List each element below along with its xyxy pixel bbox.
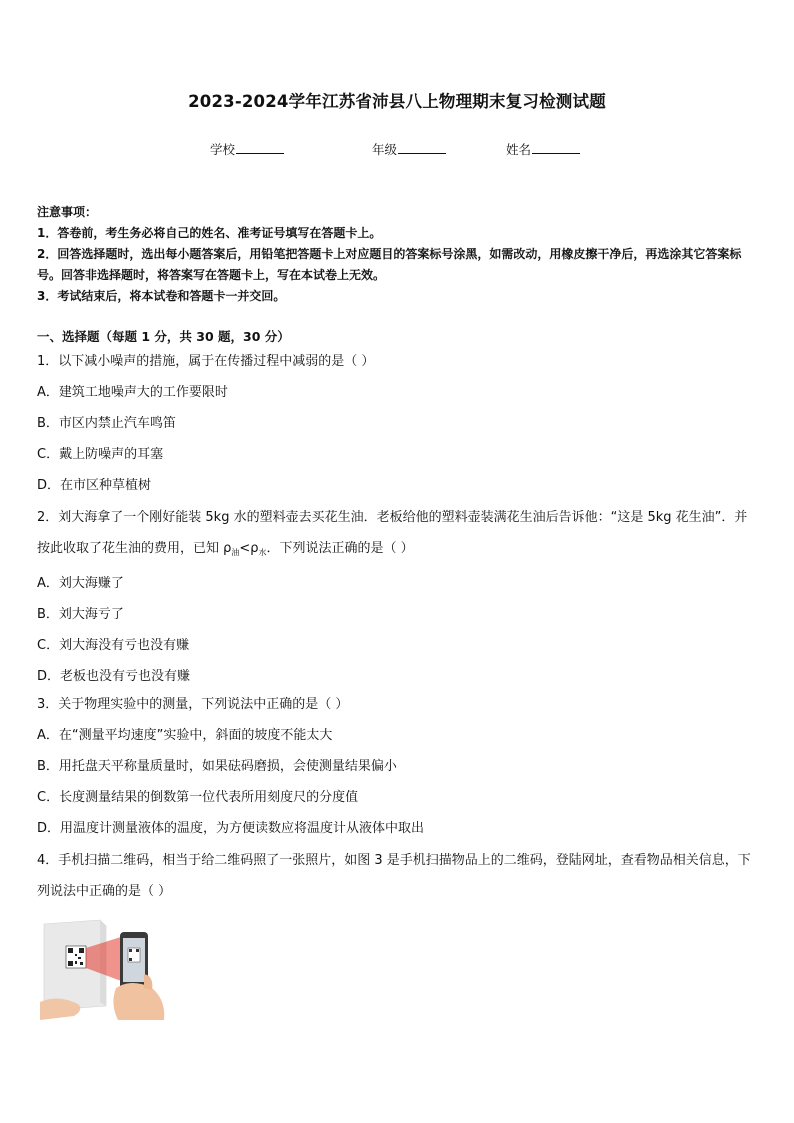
question-4 (37, 845, 759, 907)
name-label: 姓名 (506, 142, 532, 157)
notice-heading: 注意事项： (37, 205, 98, 219)
option: A．刘大海赚了 (37, 576, 124, 591)
notice-item: 3．考试结束后，将本试卷和答题卡一并交回。 (37, 289, 286, 303)
grade-field (372, 140, 446, 160)
notice-block (37, 202, 759, 307)
question-3 (37, 689, 759, 844)
option: B．市区内禁止汽车鸣笛 (37, 416, 176, 431)
section-heading: 一、选择题（每题 1 分，共 30 题，30 分） (37, 329, 290, 344)
page-title: 2023-2024学年江苏省沛县八上物理期末复习检测试题 (188, 92, 606, 111)
option: D．用温度计测量液体的温度，为方便读数应将温度计从液体中取出 (37, 821, 425, 836)
question-1 (37, 346, 759, 501)
grade-label: 年级 (372, 142, 398, 157)
school-field (210, 140, 284, 160)
notice-item: 1．答卷前，考生务必将自己的姓名、准考证号填写在答题卡上。 (37, 226, 382, 240)
question-stem: 1．以下减小噪声的措施，属于在传播过程中减弱的是（ ） (37, 354, 375, 369)
option: D．老板也没有亏也没有赚 (37, 669, 191, 684)
notice-item: 2．回答选择题时，选出每小题答案后，用铅笔把答题卡上对应题目的答案标号涂黑，如需改动，用橡皮擦干净后，再选涂其它答案标号。回答非选择题时，将答案写在答题卡上，写在本试卷上无效。 (37, 247, 742, 282)
name-blank (532, 141, 580, 154)
qr-scan-photo (40, 918, 170, 1020)
option: B．刘大海亏了 (37, 607, 124, 622)
option: D．在市区种草植树 (37, 478, 152, 493)
question-2 (37, 502, 759, 692)
name-field (506, 140, 580, 160)
question-stem: 3．关于物理实验中的测量，下列说法中正确的是（ ） (37, 697, 349, 712)
question-stem: 4．手机扫描二维码，相当于给二维码照了一张照片，如图 3 是手机扫描物品上的二维码，登陆网址，查看物品相关信息，下列说法中正确的是（ ） (37, 853, 751, 899)
option: C．刘大海没有亏也没有赚 (37, 638, 190, 653)
option: C．戴上防噪声的耳塞 (37, 447, 164, 462)
grade-blank (398, 141, 446, 154)
question-stem: 2．刘大海拿了一个刚好能装 5kg 水的塑料壶去买花生油．老板给他的塑料壶装满花生油后告诉他：“这是 5kg 花生油”．并按此收取了花生油的费用，已知 $\rho_油<\rho_水$．下列说法正确的是（ ） (37, 510, 748, 557)
option: A．建筑工地噪声大的工作要限时 (37, 385, 228, 400)
school-label: 学校 (210, 142, 236, 157)
option: A．在“测量平均速度”实验中，斜面的坡度不能太大 (37, 728, 333, 743)
school-blank (236, 141, 284, 154)
option: B．用托盘天平称量质量时，如果砝码磨损，会使测量结果偏小 (37, 759, 397, 774)
option: C．长度测量结果的倒数第一位代表所用刻度尺的分度值 (37, 790, 359, 805)
